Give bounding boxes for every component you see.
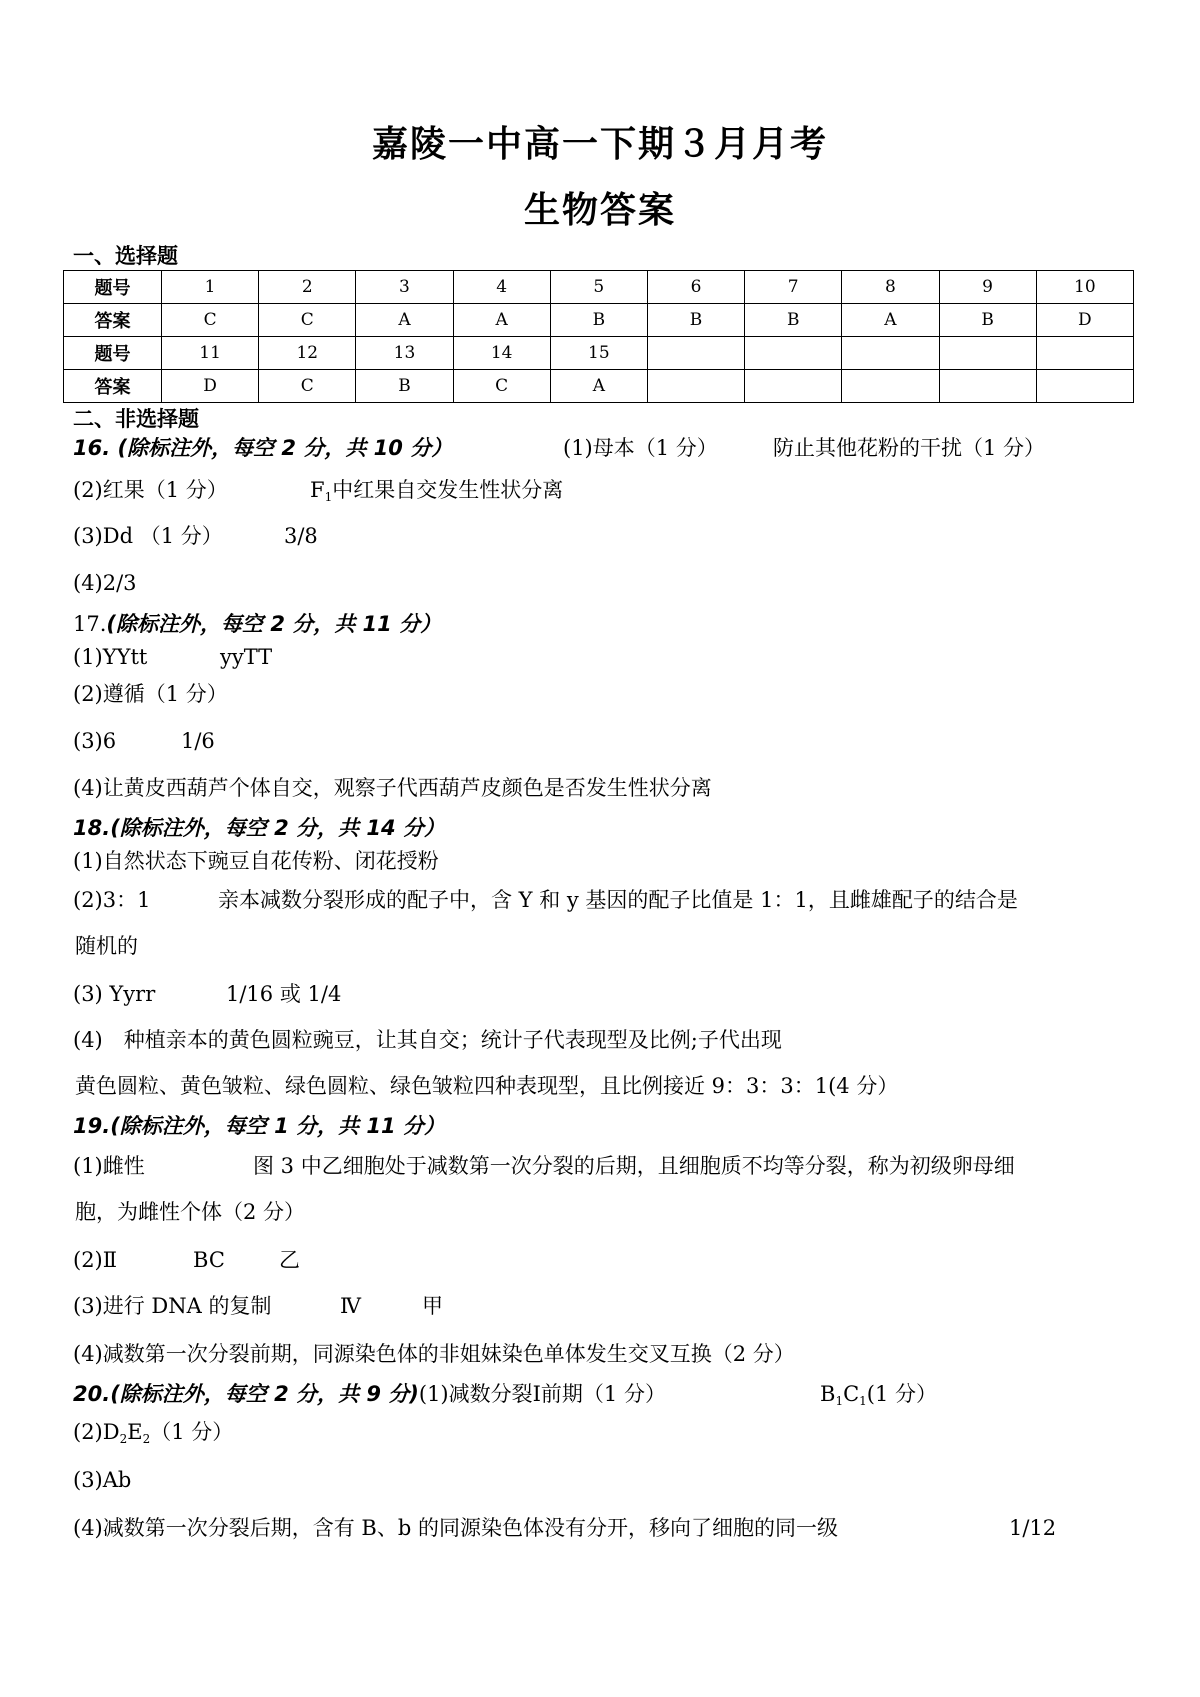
q18-line4 [73, 1026, 782, 1054]
q18-answer-3: (3) Yyrr [73, 982, 156, 1006]
q16-heading: 16. (除标注外，每空 2 分，共 10 分） [73, 436, 453, 460]
q19-line4 [73, 1340, 795, 1368]
q17-line3 [73, 727, 215, 755]
q20-answer-3: (3)Ab [73, 1468, 132, 1492]
page-subtitle: 生物答案 [523, 190, 676, 231]
q17-answer-1: (1)YYtt [73, 645, 148, 669]
section-nonchoice-heading: 二、非选择题 [73, 407, 199, 431]
q18-heading: 18.(除标注外，每空 2 分，共 14 分） [73, 816, 445, 840]
q16-line2 [73, 476, 564, 504]
q16-line1 [73, 434, 1046, 462]
table-cell: D [162, 370, 259, 403]
table-cell: A [453, 304, 550, 337]
q17-answer-3b: 1/6 [181, 729, 215, 753]
q18-line4-cont [75, 1072, 898, 1100]
q17-line1 [73, 643, 273, 671]
q17-answer-1b: yyTT [220, 645, 273, 669]
table-cell: B [356, 370, 453, 403]
q19-answer-2: (2)Ⅱ [73, 1248, 118, 1272]
table-cell: B [939, 304, 1036, 337]
q20-line4 [73, 1514, 1057, 1542]
table-row-number [64, 271, 1134, 304]
q18-answer-3b: 1/16 或 1/4 [226, 982, 342, 1006]
table-cell: 6 [647, 271, 744, 304]
q16-answer-2: (2)红果（1 分） [73, 478, 228, 502]
q19-answer-3c: 甲 [422, 1294, 443, 1318]
table-cell [842, 370, 939, 403]
q16-answer-3: (3)Dd （1 分） [73, 524, 223, 548]
q19-answer-3b: Ⅳ [340, 1294, 361, 1318]
q19-answer-2b: BC [193, 1248, 225, 1272]
q17-answer-3: (3)6 [73, 729, 117, 753]
q19-answer-1: (1)雌性 [73, 1154, 145, 1178]
table-row-label: 答案 [64, 370, 162, 403]
q20-e-label: E [127, 1420, 143, 1444]
table-cell: 1 [162, 271, 259, 304]
table-cell: 3 [356, 271, 453, 304]
q20-answer-2 [73, 1420, 233, 1444]
table-cell: C [162, 304, 259, 337]
q17-answer-4: (4)让黄皮西葫芦个体自交，观察子代西葫芦皮颜色是否发生性状分离 [73, 776, 712, 800]
table-cell: 11 [162, 337, 259, 370]
q18-answer-2: (2)3：1 [73, 888, 151, 912]
table-row-answer [64, 370, 1134, 403]
table-cell: 12 [259, 337, 356, 370]
q16-answer-1b: 防止其他花粉的干扰（1 分） [773, 436, 1046, 460]
q17-answer-2: (2)遵循（1 分） [73, 682, 228, 706]
q18-line2-cont [75, 932, 138, 960]
table-cell: C [259, 370, 356, 403]
table-cell: 13 [356, 337, 453, 370]
q17-line4 [73, 774, 712, 802]
q18-line1 [73, 847, 439, 875]
q20-answer-4: (4)减数第一次分裂后期，含有 B、b 的同源染色体没有分开，移向了细胞的同一级 [73, 1516, 838, 1540]
q16-answer-3b: 3/8 [284, 524, 318, 548]
table-row-answer [64, 304, 1134, 337]
q19-answer-4: (4)减数第一次分裂前期，同源染色体的非姐妹染色单体发生交叉互换（2 分） [73, 1342, 795, 1366]
q20-heading: 20.(除标注外，每空 2 分，共 9 分) [73, 1382, 419, 1406]
table-cell: 5 [550, 271, 647, 304]
q18-answer-4b: 黄色圆粒、黄色皱粒、绿色圆粒、绿色皱粒四种表现型，且比例接近 9：3：3：1(4 分） [75, 1074, 899, 1098]
table-cell: A [842, 304, 939, 337]
table-cell [939, 370, 1036, 403]
q16-f-text: 中红果自交发生性状分离 [332, 478, 564, 502]
q18-line0 [73, 814, 445, 842]
q18-answer-2c: 随机的 [75, 934, 138, 958]
q16-answer-2b [310, 476, 563, 511]
q19-line3 [73, 1292, 443, 1320]
q20-c-sub: 1 [859, 1394, 867, 1408]
table-cell: C [453, 370, 550, 403]
q20-d-sub: 2 [119, 1432, 128, 1446]
table-cell [745, 370, 842, 403]
page-title: 嘉陵一中高一下期３月月考 [371, 124, 828, 165]
q19-answer-2c: 乙 [279, 1248, 300, 1272]
q20-line3 [73, 1466, 131, 1494]
table-cell [647, 337, 744, 370]
table-cell: A [356, 304, 453, 337]
q16-answer-1: (1)母本（1 分） [563, 436, 718, 460]
q16-answer-4: (4)2/3 [73, 571, 137, 595]
q20-c-label: C [843, 1382, 860, 1406]
q20-d-label: (2)D [73, 1420, 120, 1444]
table-cell [745, 337, 842, 370]
q18-line2 [73, 886, 1018, 914]
table-cell: 9 [939, 271, 1036, 304]
q20-b-label: B [820, 1382, 836, 1406]
section-choice-heading: 一、选择题 [73, 244, 178, 268]
q18-line3 [73, 980, 342, 1008]
table-cell: B [647, 304, 744, 337]
table-cell: 14 [453, 337, 550, 370]
table-cell: B [550, 304, 647, 337]
q16-f-label: F [310, 478, 325, 502]
table-cell: 15 [550, 337, 647, 370]
q20-line2 [73, 1418, 233, 1453]
table-cell: 7 [745, 271, 842, 304]
table-row-number [64, 337, 1134, 370]
q19-heading: 19.(除标注外，每空 1 分，共 11 分） [73, 1114, 445, 1138]
q16-f-sub: 1 [324, 490, 333, 504]
q16-line4 [73, 569, 137, 597]
q16-line3 [73, 522, 318, 550]
table-cell: 2 [259, 271, 356, 304]
q19-answer-3: (3)进行 DNA 的复制 [73, 1294, 272, 1318]
q17-line2 [73, 680, 228, 708]
q19-line1 [73, 1152, 1015, 1180]
table-cell [939, 337, 1036, 370]
q18-answer-4: (4) 种植亲本的黄色圆粒豌豆，让其自交；统计子代表现型及比例;子代出现 [73, 1028, 782, 1052]
q17-heading: (除标注外，每空 2 分，共 11 分） [106, 612, 442, 636]
table-cell: D [1036, 304, 1133, 337]
q20-score: (1 分） [866, 1382, 938, 1406]
q20-answer-4b: 1/12 [1009, 1516, 1057, 1540]
q20-b-sub: 1 [835, 1394, 844, 1408]
q18-answer-1: (1)自然状态下豌豆自花传粉、闭花授粉 [73, 849, 439, 873]
table-cell: A [550, 370, 647, 403]
q20-answer-1: (1)减数分裂Ⅰ前期（1 分） [418, 1382, 666, 1406]
q20-e-sub: 2 [142, 1432, 151, 1446]
table-cell [647, 370, 744, 403]
table-cell [842, 337, 939, 370]
q17-line0 [73, 610, 441, 638]
table-cell: B [745, 304, 842, 337]
table-row-label: 题号 [64, 271, 162, 304]
q20-d-score: （1 分） [150, 1420, 234, 1444]
table-cell: 4 [453, 271, 550, 304]
table-cell: C [259, 304, 356, 337]
table-cell: 10 [1036, 271, 1133, 304]
table-cell: 8 [842, 271, 939, 304]
q19-line1-cont [75, 1198, 305, 1226]
q19-answer-1c: 胞，为雌性个体（2 分） [75, 1200, 306, 1224]
q19-answer-1b: 图 3 中乙细胞处于减数第一次分裂的后期，且细胞质不均等分裂，称为初级卵母细 [253, 1154, 1015, 1178]
q19-line2 [73, 1246, 300, 1274]
q18-answer-2b: 亲本减数分裂形成的配子中，含 Y 和 y 基因的配子比值是 1：1，且雌雄配子的结合是 [218, 888, 1018, 912]
table-cell [1036, 337, 1133, 370]
table-cell [1036, 370, 1133, 403]
table-row-label: 答案 [64, 304, 162, 337]
answer-table [63, 270, 1134, 403]
q20-line0 [73, 1380, 938, 1408]
table-row-label: 题号 [64, 337, 162, 370]
q19-line0 [73, 1112, 445, 1140]
q17-number: 17. [73, 612, 107, 636]
q20-answer-1b [820, 1380, 937, 1415]
